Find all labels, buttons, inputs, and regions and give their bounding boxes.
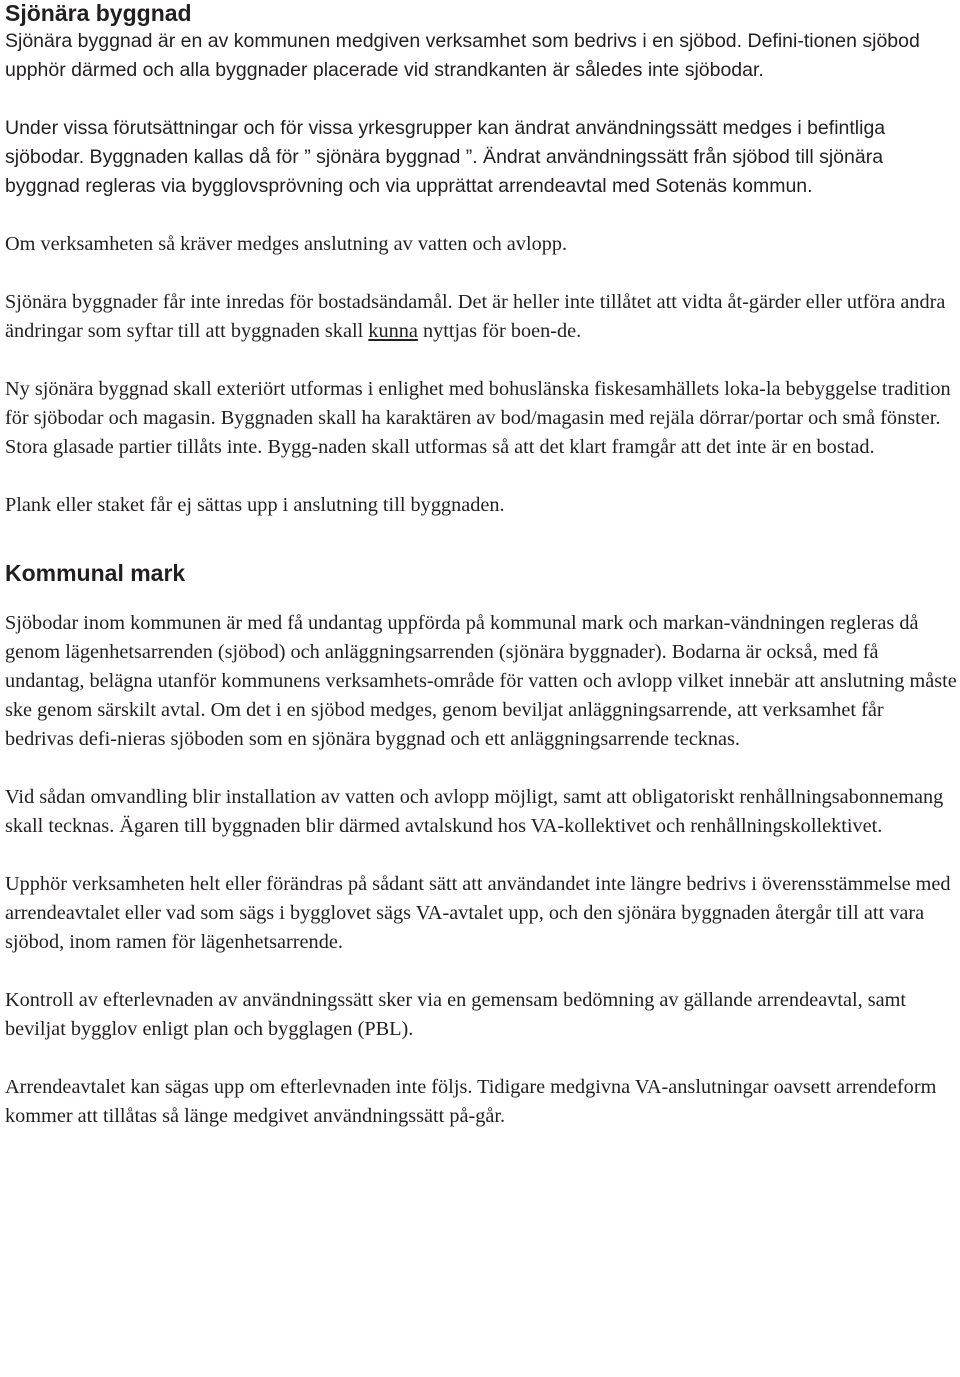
paragraph-exterior-design: Ny sjönära byggnad skall exteriört utformas i enlighet med bohuslänska fiskesamhällets loka-la bebyggelse tradition för sjöbodar och magasin. Byggnaden skall ha karaktären av bod/magasin med rejäla dörrar/portar och små fönster. Stora glasade partier tillåts inte. Bygg-naden skall utformas så att det klart framgår att det inte är en bostad. (5, 378, 951, 458)
paragraph-control: Kontroll av efterlevnaden av användningssätt sker via en gemensam bedömning av gällande arrendeavtal, samt beviljat bygglov enligt plan och bygglagen (PBL). (5, 989, 907, 1040)
section-heading-kommunal-mark: Kommunal mark (5, 560, 186, 586)
paragraph-definition: Sjönära byggnad är en av kommunen medgiven verksamhet som bedrivs i en sjöbod. Defini-tionen sjöbod upphör därmed och alla byggnader placerade vid strandkanten är således inte sjöbodar. (5, 30, 920, 81)
paragraph-changed-use-regulation: Ändrat användningssätt från sjöbod till sjönära byggnad regleras via bygglovsprövning och via upprättat arrendeavtal med Sotenäs kommun. (5, 146, 884, 197)
paragraph-no-housing-end: nyttjas för boen-de. (417, 320, 582, 342)
paragraph-no-housing (5, 288, 957, 346)
underlined-word: kunna (368, 320, 418, 342)
paragraph-no-housing-text: Sjönära byggnader får inte inredas för bostadsändamål. Det är heller inte tillåtet att vidta åt-gärder eller utföra andra ändringar som syftar till att byggnaden skall (5, 291, 946, 342)
paragraph-conversion: Vid sådan omvandling blir installation av vatten och avlopp möjligt, samt att obligatoriskt renhållningsabonnemang skall tecknas. Ägaren till byggnaden blir därmed avtalskund hos VA-kollektivet och renhållningskollektivet. (5, 786, 944, 837)
section-heading-sjonara-byggnad: Sjönära byggnad (5, 0, 192, 26)
paragraph-changed-use (5, 114, 957, 201)
paragraph-municipal-land: Sjöbodar inom kommunen är med få undantag uppförda på kommunal mark och markan-vändningen regleras då genom lägenhetsarrenden (sjöbod) och anläggningsarrenden (sjönära byggnader). Bodarna är också, med få undantag, belägna utanför kommunens verksamhets-område för vatten och avlopp vilket innebär att anslutning måste ske genom särskilt avtal. Om det i en sjöbod medges, genom beviljat anläggningsarrende, att verksamhet får bedrivas defi-nieras sjöboden som en sjönära byggnad och ett anläggningsarrende tecknas. (5, 612, 957, 750)
paragraph-water-sewage: Om verksamheten så kräver medges anslutning av vatten och avlopp. (5, 233, 568, 255)
document-page (5, 0, 957, 1131)
paragraph-lease-termination: Arrendeavtalet kan sägas upp om efterlevnaden inte följs. Tidigare medgivna VA-anslutningar oavsett arrendeform kommer att tillåtas så länge medgivet användningssätt på-går. (5, 1076, 937, 1127)
paragraph-termination: Upphör verksamheten helt eller förändras på sådant sätt att användandet inte längre bedrivs i överensstämmelse med arrendeavtalet eller vad som sägs i bygglovet sägs VA-avtalet upp, och den sjönära byggnaden återgår till att vara sjöbod, inom ramen för lägenhetsarrende. (5, 873, 951, 953)
paragraph-changed-use-intro: Under vissa förutsättningar och för vissa yrkesgrupper kan ändrat användningssätt medges i befintliga sjöbodar. Byggnaden kallas då för ” sjönära byggnad ”. (5, 117, 886, 168)
paragraph-fence: Plank eller staket får ej sättas upp i anslutning till byggnaden. (5, 494, 505, 516)
